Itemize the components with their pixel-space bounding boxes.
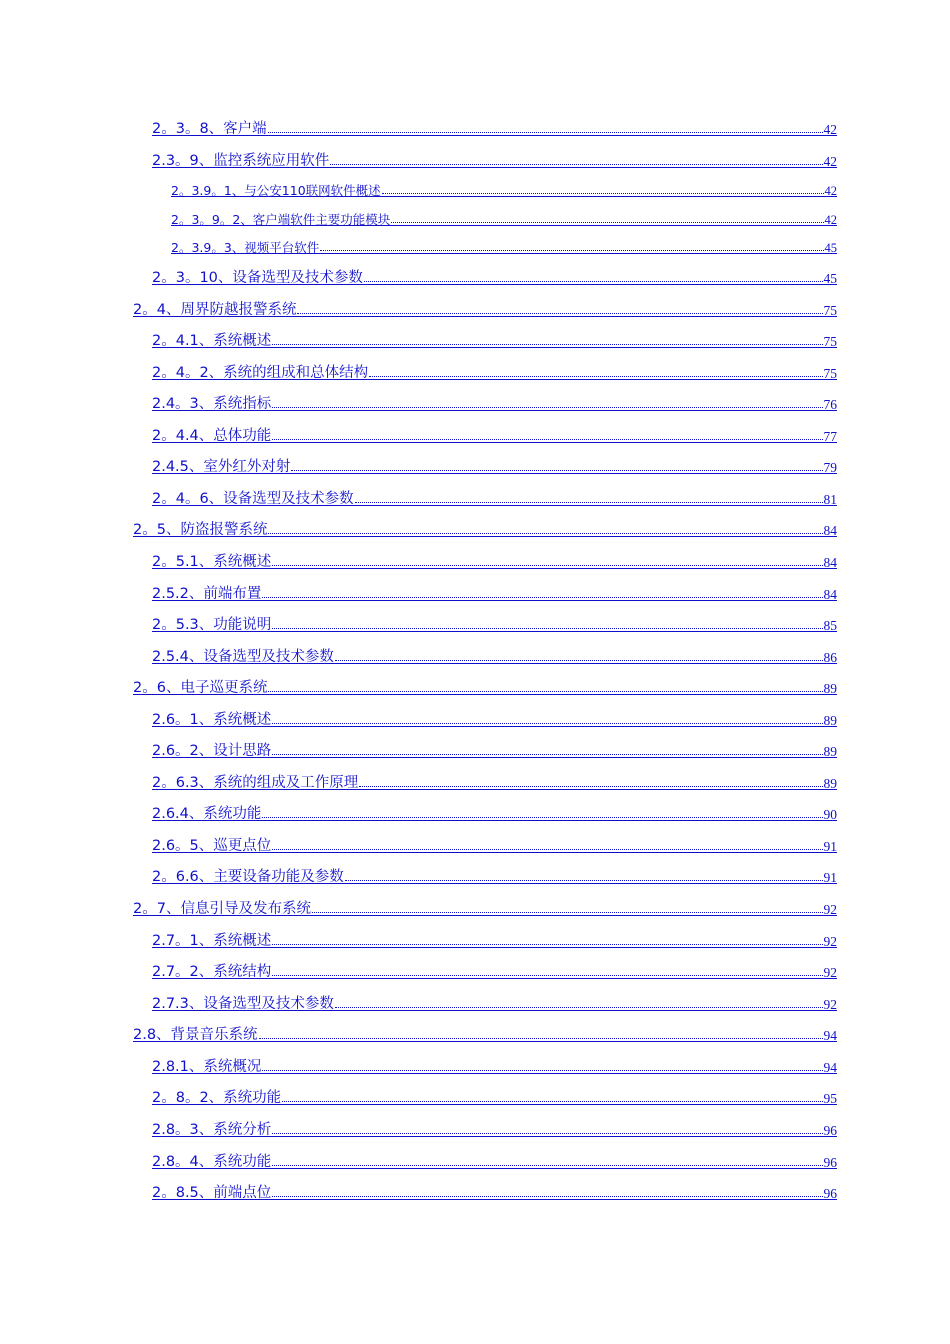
toc-dot-leader — [262, 1070, 822, 1071]
toc-entry-2-4-1[interactable] — [152, 328, 837, 350]
toc-entry-title: 2.6。1、系统概述 — [152, 712, 272, 728]
toc-dot-leader — [259, 1038, 823, 1039]
toc-page-number: 75 — [823, 366, 837, 381]
toc-page-number: 42 — [823, 154, 837, 169]
toc-entry-title: 2.5.4、设备选型及技术参数 — [152, 649, 334, 665]
toc-page-number: 42 — [824, 184, 837, 198]
toc-entry-2-3-9-1[interactable] — [171, 179, 837, 199]
toc-dot-leader — [272, 407, 822, 408]
toc-entry-title: 2.6.4、系统功能 — [152, 806, 262, 822]
toc-entry-title: 2。5.1、系统概述 — [152, 554, 272, 570]
toc-entry-title: 2.6。2、设计思路 — [152, 743, 272, 759]
toc-dot-leader — [330, 164, 822, 165]
toc-dot-leader — [272, 754, 822, 755]
toc-entry-2-3-9-3[interactable] — [171, 236, 837, 256]
toc-entry-2-8-3[interactable] — [152, 1117, 837, 1139]
toc-entry-2-3-10[interactable] — [152, 265, 837, 287]
toc-entry-title: 2.7。1、系统概述 — [152, 933, 272, 949]
toc-entry-title: 2。8。2、系统功能 — [152, 1090, 282, 1106]
toc-dot-leader — [382, 193, 824, 194]
toc-entry-2-5-2[interactable] — [152, 581, 837, 603]
toc-dot-leader — [272, 439, 822, 440]
toc-dot-leader — [359, 786, 822, 787]
toc-page-number: 91 — [823, 870, 837, 885]
toc-entry-title: 2.7.3、设备选型及技术参数 — [152, 996, 334, 1012]
toc-dot-leader — [345, 880, 823, 881]
toc-page-number: 91 — [823, 839, 837, 854]
toc-entry-2-6-3[interactable] — [152, 770, 837, 792]
toc-entry-title: 2。4.4、总体功能 — [152, 428, 272, 444]
toc-page-number: 86 — [823, 650, 837, 665]
toc-dot-leader — [268, 533, 822, 534]
toc-page-number: 94 — [823, 1060, 837, 1075]
toc-page-number: 42 — [824, 213, 837, 227]
toc-page-number: 45 — [824, 241, 837, 255]
toc-page-number: 75 — [823, 303, 837, 318]
toc-entry-title: 2。4。2、系统的组成和总体结构 — [152, 365, 369, 381]
toc-entry-title: 2.8.1、系统概况 — [152, 1059, 262, 1075]
toc-entry-2-4-6[interactable] — [152, 486, 837, 508]
toc-entry-title: 2。3.9。3、视频平台软件 — [171, 240, 320, 255]
toc-page-number: 76 — [823, 397, 837, 412]
toc-dot-leader — [268, 132, 823, 133]
toc-entry-title: 2.4。3、系统指标 — [152, 396, 272, 412]
toc-entry-title: 2。3。9。2、客户端软件主要功能模块 — [171, 212, 391, 227]
toc-dot-leader — [268, 691, 822, 692]
toc-dot-leader — [291, 470, 822, 471]
toc-entry-2-5[interactable] — [133, 517, 837, 539]
toc-page-number: 84 — [823, 587, 837, 602]
toc-dot-leader — [272, 628, 822, 629]
toc-entry-title: 2。4。6、设备选型及技术参数 — [152, 491, 354, 507]
toc-entry-2-7-2[interactable] — [152, 959, 837, 981]
toc-dot-leader — [262, 597, 822, 598]
toc-dot-leader — [364, 281, 823, 282]
toc-entry-2-4-2[interactable] — [152, 360, 837, 382]
toc-page-number: 89 — [823, 713, 837, 728]
toc-dot-leader — [272, 975, 822, 976]
toc-entry-title: 2.8、背景音乐系统 — [133, 1027, 258, 1043]
toc-entry-title: 2。3。8、客户端 — [152, 121, 267, 137]
toc-entry-2-8-4[interactable] — [152, 1149, 837, 1171]
toc-entry-title: 2。6.3、系统的组成及工作原理 — [152, 775, 359, 791]
toc-entry-2-5-4[interactable] — [152, 644, 837, 666]
toc-entry-2-7[interactable] — [133, 896, 837, 918]
toc-entry-title: 2.8。3、系统分析 — [152, 1122, 272, 1138]
toc-page-number: 81 — [823, 492, 837, 507]
toc-entry-title: 2。4、周界防越报警系统 — [133, 302, 297, 318]
toc-dot-leader — [335, 1007, 823, 1008]
toc-dot-leader — [312, 912, 823, 913]
toc-entry-title: 2。7、信息引导及发布系统 — [133, 901, 311, 917]
toc-page-number: 92 — [823, 965, 837, 980]
toc-entry-2-4-3[interactable] — [152, 391, 837, 413]
toc-entry-title: 2.8。4、系统功能 — [152, 1154, 272, 1170]
toc-page-number: 89 — [823, 681, 837, 696]
toc-dot-leader — [391, 222, 823, 223]
toc-page-number: 85 — [823, 618, 837, 633]
toc-entry-2-8-2[interactable] — [152, 1085, 837, 1107]
toc-dot-leader — [272, 723, 822, 724]
toc-entry-2-8-1[interactable] — [152, 1054, 837, 1076]
toc-entry-title: 2.3。9、监控系统应用软件 — [152, 153, 330, 169]
toc-page-number: 92 — [823, 934, 837, 949]
toc-page-number: 92 — [823, 997, 837, 1012]
toc-page-number: 96 — [823, 1155, 837, 1170]
toc-dot-leader — [272, 1165, 822, 1166]
toc-dot-leader — [272, 565, 822, 566]
toc-entry-title: 2。5、防盗报警系统 — [133, 522, 268, 538]
toc-page-number: 96 — [823, 1123, 837, 1138]
toc-entry-2-3-9[interactable] — [152, 148, 837, 170]
toc-entry-2-6-2[interactable] — [152, 738, 837, 760]
toc-dot-leader — [272, 344, 822, 345]
toc-entry-2-3-9-2[interactable] — [171, 208, 837, 228]
toc-entry-2-4-5[interactable] — [152, 454, 837, 476]
toc-entry-title: 2。8.5、前端点位 — [152, 1185, 272, 1201]
toc-entry-2-4-4[interactable] — [152, 423, 837, 445]
toc-entry-title: 2.4.5、室外红外对射 — [152, 459, 291, 475]
toc-page-number: 42 — [823, 122, 837, 137]
toc-page-number: 84 — [823, 523, 837, 538]
toc-page-number: 92 — [823, 902, 837, 917]
toc-page-number: 84 — [823, 555, 837, 570]
toc-page-number: 94 — [823, 1028, 837, 1043]
toc-entry-2-5-3[interactable] — [152, 612, 837, 634]
toc-dot-leader — [297, 313, 822, 314]
toc-entry-title: 2.7。2、系统结构 — [152, 964, 272, 980]
toc-entry-title: 2。6、电子巡更系统 — [133, 680, 268, 696]
toc-entry-title: 2.5.2、前端布置 — [152, 586, 262, 602]
toc-entry-2-6-4[interactable] — [152, 801, 837, 823]
toc-entry-title: 2。5.3、功能说明 — [152, 617, 272, 633]
toc-dot-leader — [272, 944, 822, 945]
toc-page-number: 90 — [823, 807, 837, 822]
toc-entry-2-7-3[interactable] — [152, 991, 837, 1013]
toc-dot-leader — [335, 660, 823, 661]
toc-page-number: 89 — [823, 776, 837, 791]
toc-entry-title: 2.6。5、巡更点位 — [152, 838, 272, 854]
toc-entry-2-4[interactable] — [133, 297, 837, 319]
toc-dot-leader — [262, 817, 822, 818]
toc-page-number: 77 — [823, 429, 837, 444]
toc-entry-2-8[interactable] — [133, 1022, 837, 1044]
toc-dot-leader — [355, 502, 823, 503]
toc-entry-title: 2。6.6、主要设备功能及参数 — [152, 869, 344, 885]
toc-entry-2-5-1[interactable] — [152, 549, 837, 571]
toc-dot-leader — [272, 1133, 822, 1134]
toc-entry-2-6-1[interactable] — [152, 707, 837, 729]
toc-dot-leader — [320, 250, 823, 251]
toc-entry-title: 2。3.9。1、与公安110联网软件概述 — [171, 183, 381, 198]
toc-dot-leader — [282, 1101, 822, 1102]
toc-entry-2-6-5[interactable] — [152, 833, 837, 855]
toc-page-number: 95 — [823, 1091, 837, 1106]
toc-page-number: 75 — [823, 334, 837, 349]
toc-entry-2-6[interactable] — [133, 675, 837, 697]
toc-entry-2-7-1[interactable] — [152, 928, 837, 950]
toc-page-number: 45 — [823, 271, 837, 286]
toc-entry-2-6-6[interactable] — [152, 864, 837, 886]
toc-entry-title: 2。3。10、设备选型及技术参数 — [152, 270, 363, 286]
toc-entry-2-8-5[interactable] — [152, 1180, 837, 1202]
toc-page-number: 89 — [823, 744, 837, 759]
toc-dot-leader — [369, 376, 822, 377]
toc-dot-leader — [272, 849, 822, 850]
toc-entry-2-3-8[interactable] — [152, 116, 837, 138]
toc-dot-leader — [272, 1196, 822, 1197]
toc-page-number: 79 — [823, 460, 837, 475]
toc-entry-title: 2。4.1、系统概述 — [152, 333, 272, 349]
toc-page-number: 96 — [823, 1186, 837, 1201]
